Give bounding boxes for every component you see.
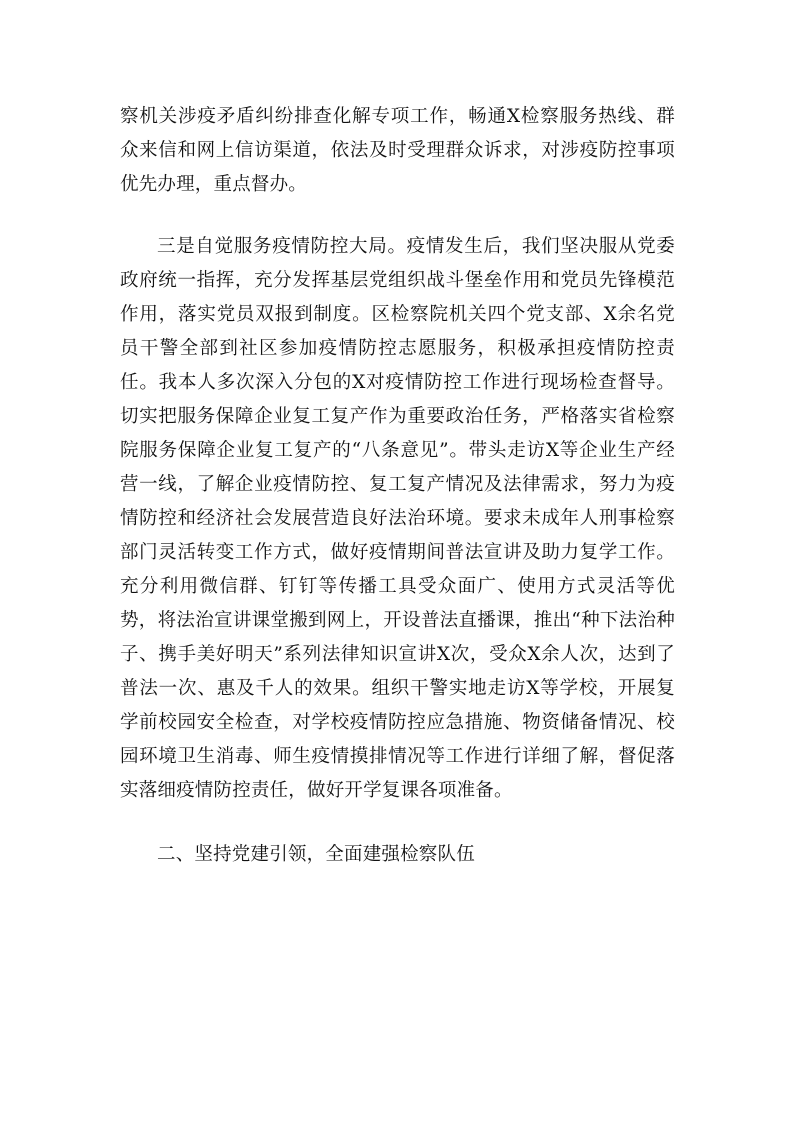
section-heading: 二、坚持党建引领，全面建强检察队伍 [157,844,475,865]
paragraph-epidemic-service: 三是自觉服务疫情防控大局。疫情发生后，我们坚决服从党委政府统一指挥，充分发挥基层党组织战斗堡垒作用和党员先锋模范作用，落实党员双报到制度。区检察院机关四个党支部、X余名党员干警全部到社区参加疫情防控志愿服务，积极承担疫情防控责任。我本人多次深入分包的X对疫情防控工作进行现场检查督导。切实把服务保障企业复工复产作为重要政治任务，严格落实省检察院服务保障企业复工复产的“八条意见”。带头走访X等企业生产经营一线，了解企业疫情防控、复工复产情况及法律需求，努力为疫情防控和经济社会发展营造良好法治环境。要求未成年人刑事检察部门灵活转变工作方式，做好疫情期间普法宣讲及助力复学工作。充分利用微信群、钉钉等传播工具受众面广、使用方式灵活等优势，将法治宣讲课堂搬到网上，开设普法直播课，推出“种下法治种子、携手美好明天”系列法律知识宣讲X次，受众X余人次，达到了普法一次、惠及千人的效果。组织干警实地走访X等学校，开展复学前校园安全检查，对学校疫情防控应急措施、物资储备情况、校园环境卫生消毒、师生疫情摸排情况等工作进行详细了解，督促落实落细疫情防控责任，做好开学复课各项准备。 [120,236,675,801]
paragraph-continuation: 察机关涉疫矛盾纠纷排查化解专项工作，畅通X检察服务热线、群众来信和网上信访渠道，依法及时受理群众诉求，对涉疫防控事项优先办理，重点督办。 [120,106,675,195]
document-body [120,100,675,872]
